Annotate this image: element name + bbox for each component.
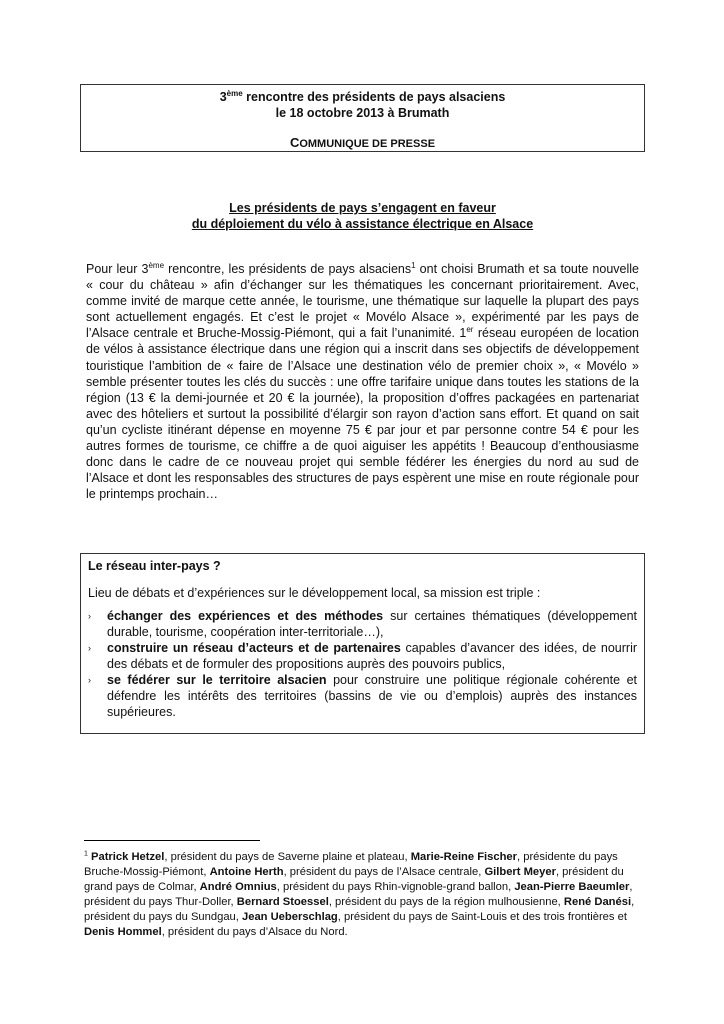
footnote-text: , président du pays de Saverne plaine et plateau, [164, 851, 411, 863]
article-title [80, 200, 645, 232]
article-body [86, 261, 639, 502]
footnote-text: , président du pays Thur-Doller, [84, 881, 633, 909]
list-item-text: sur certaines thématiques (développement durable, tourisme, coopération inter-territoriale…), [107, 609, 638, 639]
footnote-name: Bernard Stoessel [236, 896, 329, 909]
list-item [88, 608, 637, 640]
bullet-icon: › [88, 675, 91, 685]
footnote-ref-1[interactable]: 1 [411, 260, 416, 270]
body-part-b: rencontre, les présidents de pays alsaciens [164, 262, 412, 276]
list-item-bold: construire un réseau d’acteurs et de partenaires [107, 641, 401, 655]
header-box [80, 84, 645, 152]
footnote-name: Patrick Hetzel [91, 851, 165, 863]
press-ommunique: OMMUNIQUE [299, 138, 369, 150]
bullet-icon: › [88, 611, 91, 621]
body-part-a: Pour leur 3 [86, 262, 149, 276]
header-line-2: le 18 octobre 2013 à Brumath [275, 106, 450, 120]
footnote-text: , président du pays de la région mulhousienne, [328, 896, 564, 909]
list-item [88, 640, 637, 672]
list-item-bold: se fédérer sur le territoire alsacien [107, 673, 327, 687]
footnote-number: 1 [84, 850, 88, 858]
info-box-title: Le réseau inter-pays ? [88, 559, 221, 573]
footnote-text: , présidente du pays Bruche-Mossig-Piémont, [84, 851, 618, 879]
body-part-c: ont choisi Brumath et sa toute nouvelle « cour du château » afin d’échanger sur les thématiques les concernant prioritairement. Avec, comme invité de marque cette année, le tourisme, une thématique sur laquelle la plupart des pays sont actuellement engagés. Et c’est le projet « Movélo Alsace », expérimenté par les pays de l’Alsace centrale et Bruche-Mossig-Piémont, qui a fait l’unanimité. 1 [86, 262, 639, 341]
footnote-name: Gilbert Meyer [484, 866, 556, 879]
mission-list [88, 608, 637, 720]
bullet-icon: › [88, 643, 91, 653]
header-line-1 [81, 89, 644, 105]
list-item-bold: échanger des expériences et des méthodes [107, 609, 384, 623]
info-box-intro: Lieu de débats et d’expériences sur le développement local, sa mission est triple : [88, 586, 541, 600]
footnote-name: Jean Ueberschlag [242, 911, 338, 924]
article-title-line-2: du déploiement du vélo à assistance électrique en Alsace [191, 217, 534, 231]
article-title-line-1: Les présidents de pays s’engagent en faveur [229, 201, 496, 215]
header-ordinal-sup: ème [226, 88, 243, 98]
footnote-text: , président du pays d’Alsace du Nord. [161, 926, 348, 939]
header-ordinal: 3 [219, 90, 227, 104]
header-line-1-rest: rencontre des présidents de pays alsaciens [242, 90, 506, 104]
footnote-text: , président du pays de Saint-Louis et des trois frontières et [337, 911, 627, 924]
body-sup-er: er [466, 325, 474, 335]
footnote-name: Denis Hommel [84, 926, 162, 939]
footnote-name: André Omnius [199, 881, 277, 894]
footnote-name: Jean-Pierre Baeumler [514, 881, 630, 894]
list-item [88, 672, 637, 720]
footnote-text: , président du pays de l’Alsace centrale, [283, 866, 485, 879]
footnote-divider [84, 840, 260, 841]
info-box [80, 553, 645, 734]
press-release-heading [81, 135, 644, 152]
footnote-text: , président du pays du Sundgau, [84, 896, 635, 924]
body-sup-1: ème [148, 260, 165, 270]
press-de: DE [369, 138, 391, 150]
footnote-name: Antoine Herth [209, 866, 284, 879]
list-item-text: pour construire une politique régionale cohérente et défendre les intérêts des territoires (bassins de vie ou d’emplois) auprès des instances supérieures. [107, 673, 637, 719]
list-item-text: capables d’avancer des idées, de nourrir des débats et de formuler des propositions auprès des pouvoirs publics, [107, 641, 638, 671]
footnote-name: René Danési [563, 896, 632, 909]
press-presse: PRESSE [390, 138, 436, 150]
press-c: C [289, 135, 300, 150]
footnote [84, 850, 640, 941]
footnote-name: Marie-Reine Fischer [410, 851, 518, 863]
footnote-text: , président du grand pays de Colmar, [84, 866, 624, 894]
footnote-text: , président du pays Rhin-vignoble-grand ballon, [276, 881, 515, 894]
body-part-d: réseau européen de location de vélos à assistance électrique dans une région qui a inscrit dans ses objectifs de développement touristique l’ambition de « faire de l’Alsace une destination vélo de premier choix », « Movélo » semble présenter toutes les clés du succès : une offre tarifaire unique dans toutes les stations de la région (13 € la demi-journée et 20 € la journée), la proposition d’offres packagées en partenariat avec des hôteliers et surtout la possibilité d’élargir son rayon d’action sans effort. Et quand on sait qu’un cycliste itinérant dépense en moyenne 75 € par jour et par personne contre 54 € pour les autres formes de tourisme, ce chiffre a de quoi aiguiser les appétits ! Beaucoup d’enthousiasme donc dans le cadre de ce nouveau projet qui semble fédérer les énergies du nord au sud de l’Alsace et dont les responsables des structures de pays espèrent une mise en route régionale pour le printemps prochain… [86, 326, 639, 502]
